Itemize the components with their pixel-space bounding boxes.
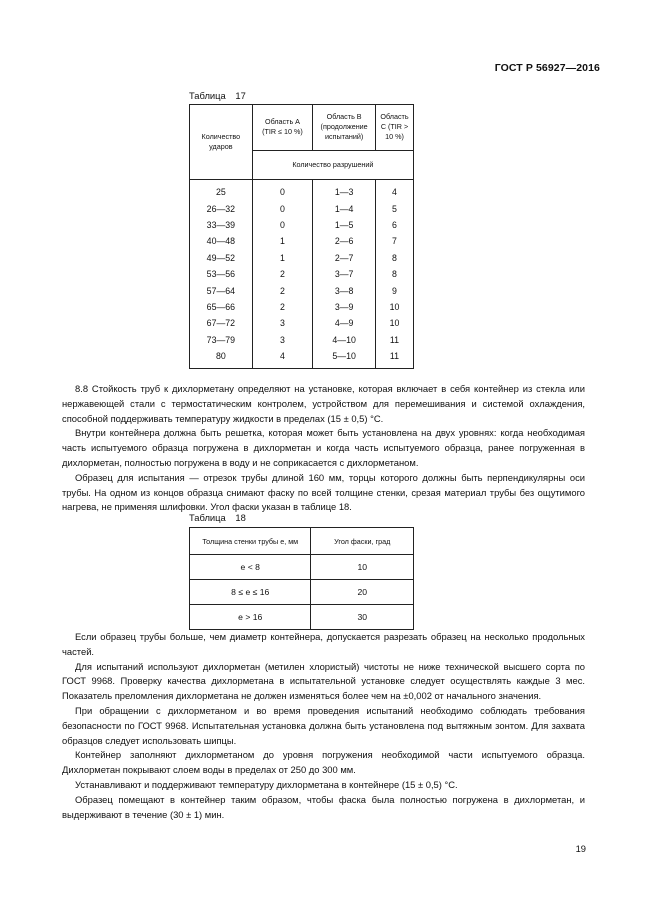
table-cell: 3—8 (313, 282, 376, 298)
header-chamfer-angle: Угол фаски, град (311, 528, 414, 555)
table-17-caption (189, 90, 246, 101)
table-cell: e < 8 (190, 555, 311, 580)
table-row (190, 200, 414, 216)
header-region-a: Область A (TIR ≤ 10 %) (252, 105, 313, 151)
table-cell: 3 (252, 332, 313, 348)
table-caption-number: 17 (235, 90, 246, 101)
table-cell: 10 (311, 555, 414, 580)
table-cell: 49—52 (190, 250, 253, 266)
table-row (190, 348, 414, 369)
table-row (190, 266, 414, 282)
table-cell: 8 (375, 250, 413, 266)
table-row (190, 580, 414, 605)
table-cell: 67—72 (190, 315, 253, 331)
table-row (190, 217, 414, 233)
table-row (190, 299, 414, 315)
table-cell: 1—3 (313, 180, 376, 201)
table-cell: 10 (375, 315, 413, 331)
table-cell: 2—6 (313, 233, 376, 249)
table-cell: 0 (252, 200, 313, 216)
table-cell: 80 (190, 348, 253, 369)
table-cell: 26—32 (190, 200, 253, 216)
table-cell: 2 (252, 266, 313, 282)
table-cell: 5 (375, 200, 413, 216)
document-standard-header: ГОСТ Р 56927—2016 (494, 62, 600, 74)
table-cell: 0 (252, 180, 313, 201)
table-cell: 25 (190, 180, 253, 201)
table-cell: 1—5 (313, 217, 376, 233)
table-cell: 40—48 (190, 233, 253, 249)
table-cell: 57—64 (190, 282, 253, 298)
paragraph: Для испытаний используют дихлорметан (метилен хлористый) чистоты не ниже технической высшего сорта по ГОСТ 9968. Проверку качества дихлорметана в испытательной установке следует осуществлять каждые 3 мес. Показатель преломления дихлорметана не должен изменяться более чем на ±0,002 от начального значения. (62, 660, 585, 702)
table-row (190, 180, 414, 201)
table-cell: 33—39 (190, 217, 253, 233)
header-wall-thickness: Толщина стенки трубы e, мм (190, 528, 311, 555)
header-impacts: Количество ударов (190, 105, 253, 180)
table-cell: 30 (311, 605, 414, 630)
table-row (190, 555, 414, 580)
table-cell: 4—10 (313, 332, 376, 348)
table-cell: 1 (252, 233, 313, 249)
table-cell: 1—4 (313, 200, 376, 216)
table-cell: 3 (252, 315, 313, 331)
table-17 (189, 104, 414, 369)
table-cell: 4 (252, 348, 313, 369)
table-cell: 2—7 (313, 250, 376, 266)
table-cell: 11 (375, 348, 413, 369)
table-row (190, 233, 414, 249)
table-cell: 1 (252, 250, 313, 266)
header-region-c: Область C (TIR > 10 %) (375, 105, 413, 151)
table-cell: 3—9 (313, 299, 376, 315)
table-row (190, 315, 414, 331)
table-cell: 2 (252, 282, 313, 298)
table-row (190, 250, 414, 266)
table-row (190, 605, 414, 630)
paragraph: Образец помещают в контейнер таким образом, чтобы фаска была полностью погружена в дихлорметан, и выдерживают в течение (30 ± 1) мин. (62, 793, 585, 820)
table-18-caption (189, 512, 246, 523)
paragraph: Контейнер заполняют дихлорметаном до уровня погружения необходимой части испытуемого образца. Дихлорметан покрывают слоем воды в пределах от 250 до 300 мм. (62, 749, 585, 776)
table-cell: 2 (252, 299, 313, 315)
header-failures: Количество разрушений (252, 150, 413, 179)
table-caption-word: Таблица (189, 90, 226, 101)
table-cell: 7 (375, 233, 413, 249)
header-region-b: Область B (продолжение испытаний) (313, 105, 376, 151)
table-cell: 8 (375, 266, 413, 282)
paragraph: Внутри контейнера должна быть решетка, которая может быть установлена на двух уровнях: когда необходимая часть испытуемого образца погружена в дихлорметан и когда часть испытуемого образца, ранее погруженная в дихлорметан, полностью погружена в воду и не соприкасается с дихлорметаном. (62, 427, 585, 468)
table-cell: 9 (375, 282, 413, 298)
table-cell: 8 ≤ e ≤ 16 (190, 580, 311, 605)
table-row (190, 282, 414, 298)
text-block-1 (62, 382, 585, 515)
table-cell: 4—9 (313, 315, 376, 331)
table-cell: 53—56 (190, 266, 253, 282)
table-cell: 73—79 (190, 332, 253, 348)
table-cell: 10 (375, 299, 413, 315)
paragraph: Устанавливают и поддерживают температуру дихлорметана в контейнере (15 ± 0,5) °С. (75, 778, 458, 790)
paragraph: При обращении с дихлорметаном и во время проведения испытаний необходимо соблюдать требования безопасности по ГОСТ 9968. Испытательная установка должна быть установлена под вытяжным зонтом. Для захвата образцов следует использовать шипцы. (62, 704, 585, 746)
table-cell: 0 (252, 217, 313, 233)
table-cell: e > 16 (190, 605, 311, 630)
table-cell: 20 (311, 580, 414, 605)
table-row (190, 332, 414, 348)
paragraph: Если образец трубы больше, чем диаметр контейнера, допускается разрезать образец на несколько продольных частей. (62, 631, 585, 657)
text-block-2 (62, 630, 585, 822)
table-cell: 4 (375, 180, 413, 201)
paragraph: Образец для испытания — отрезок трубы длиной 160 мм, торцы которого должны быть перпендикулярны оси трубы. На одном из концов образца снимают фаску по всей толщине стенки, срезая материал трубы без ощутимого нагрева, не применяя шлифовки. Угол фаски указан в таблице 18. (62, 471, 585, 513)
table-cell: 3—7 (313, 266, 376, 282)
table-18 (189, 527, 414, 630)
table-caption-number: 18 (235, 512, 246, 523)
paragraph: 8.8 Стойкость труб к дихлорметану определяют на установке, которая включает в себя контейнер из стекла или нержавеющей стали с термостатическим контролем, устройством для перемешивания и системой охлаждения, способной поддерживать температуру жидкости в пределах (15 ± 0,5) °С. (62, 383, 585, 424)
table-cell: 65—66 (190, 299, 253, 315)
table-cell: 11 (375, 332, 413, 348)
table-caption-word: Таблица (189, 512, 226, 523)
table-cell: 5—10 (313, 348, 376, 369)
table-cell: 6 (375, 217, 413, 233)
page-number: 19 (575, 843, 586, 854)
